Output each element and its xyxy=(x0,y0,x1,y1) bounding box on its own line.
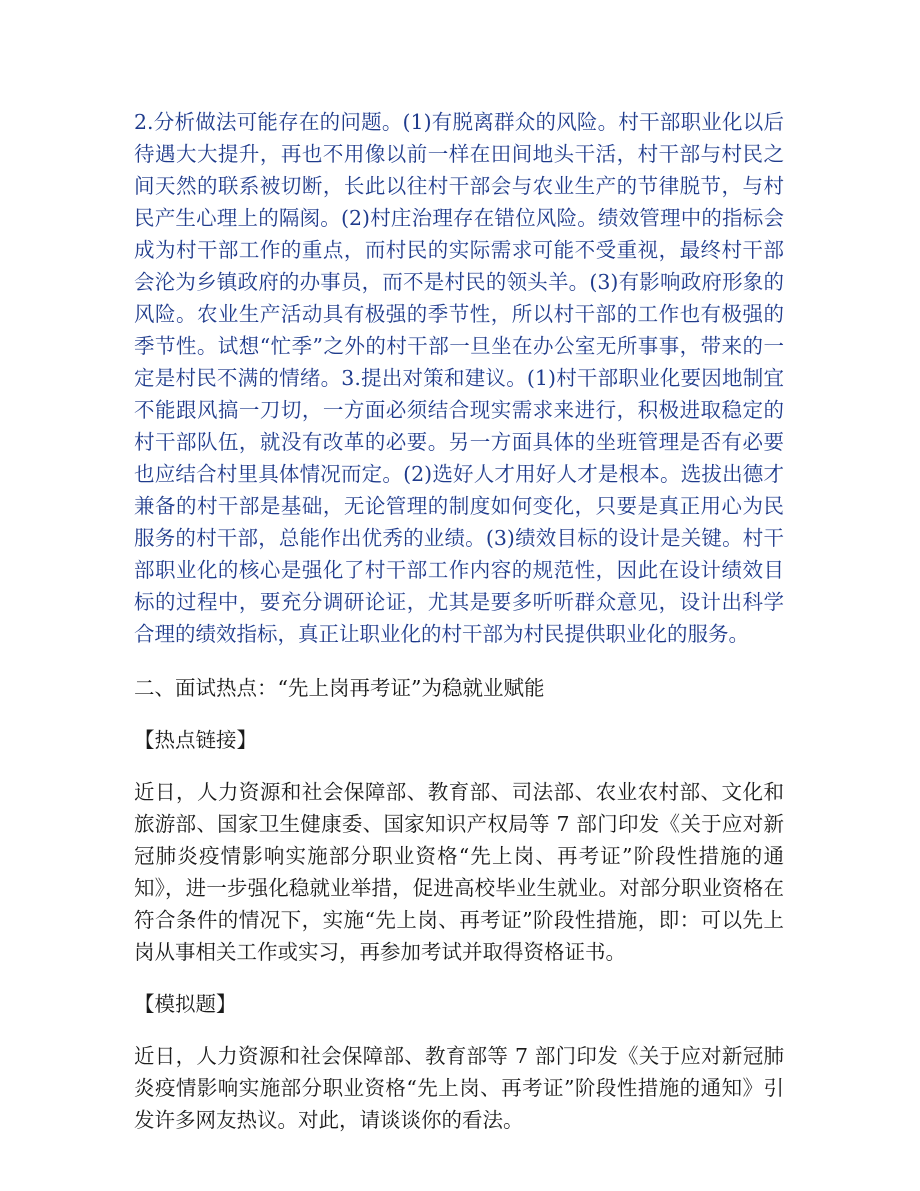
analysis-paragraph: 2.分析做法可能存在的问题。(1)有脱离群众的风险。村干部职业化以后待遇大大提升，再也不用像以前一样在田间地头干活，村干部与村民之间天然的联系被切断，长此以往村干部会与农业生产的节律脱节，与村民产生心理上的隔阂。(2)村庄治理存在错位风险。绩效管理中的指标会成为村干部工作的重点，而村民的实际需求可能不受重视，最终村干部会沦为乡镇政府的办事员，而不是村民的领头羊。(3)有影响政府形象的风险。农业生产活动具有极强的季节性，所以村干部的工作也有极强的季节性。试想“忙季”之外的村干部一旦坐在办公室无所事事，带来的一定是村民不满的情绪。3.提出对策和建议。(1)村干部职业化要因地制宜不能跟风搞一刀切，一方面必须结合现实需求来进行，积极进取稳定的村干部队伍，就没有改革的必要。另一方面具体的坐班管理是否有必要也应结合村里具体情况而定。(2)选好人才用好人才是根本。选拔出德才兼备的村干部是基础，无论管理的制度如何变化，只要是真正用心为民服务的村干部，总能作出优秀的业绩。(3)绩效目标的设计是关键。村干部职业化的核心是强化了村干部工作内容的规范性，因此在设计绩效目标的过程中，要充分调研论证，尤其是要多听听群众意见，设计出科学合理的绩效指标，真正让职业化的村干部为村民提供职业化的服务。 xyxy=(134,110,784,646)
section-title: 二、面试热点：“先上岗再考证”为稳就业赋能 xyxy=(134,676,545,700)
document-page xyxy=(134,106,784,1136)
mock-question-label: 【模拟题】 xyxy=(134,992,237,1016)
hot-link-label: 【热点链接】 xyxy=(134,728,257,752)
hot-link-paragraph: 近日，人力资源和社会保障部、教育部、司法部、农业农村部、文化和旅游部、国家卫生健康委、国家知识产权局等 7 部门印发《关于应对新冠肺炎疫情影响实施部分职业资格“先上岗、再考证”阶段性措施的通知》，进一步强化稳就业举措，促进高校毕业生就业。对部分职业资格在符合条件的情况下，实施“先上岗、再考证”阶段性措施，即：可以先上岗从事相关工作或实习，再参加考试并取得资格证书。 xyxy=(134,780,784,964)
mock-question-paragraph: 近日，人力资源和社会保障部、教育部等 7 部门印发《关于应对新冠肺炎疫情影响实施部分职业资格“先上岗、再考证”阶段性措施的通知》引发许多网友热议。对此，请谈谈你的看法。 xyxy=(134,1044,784,1132)
